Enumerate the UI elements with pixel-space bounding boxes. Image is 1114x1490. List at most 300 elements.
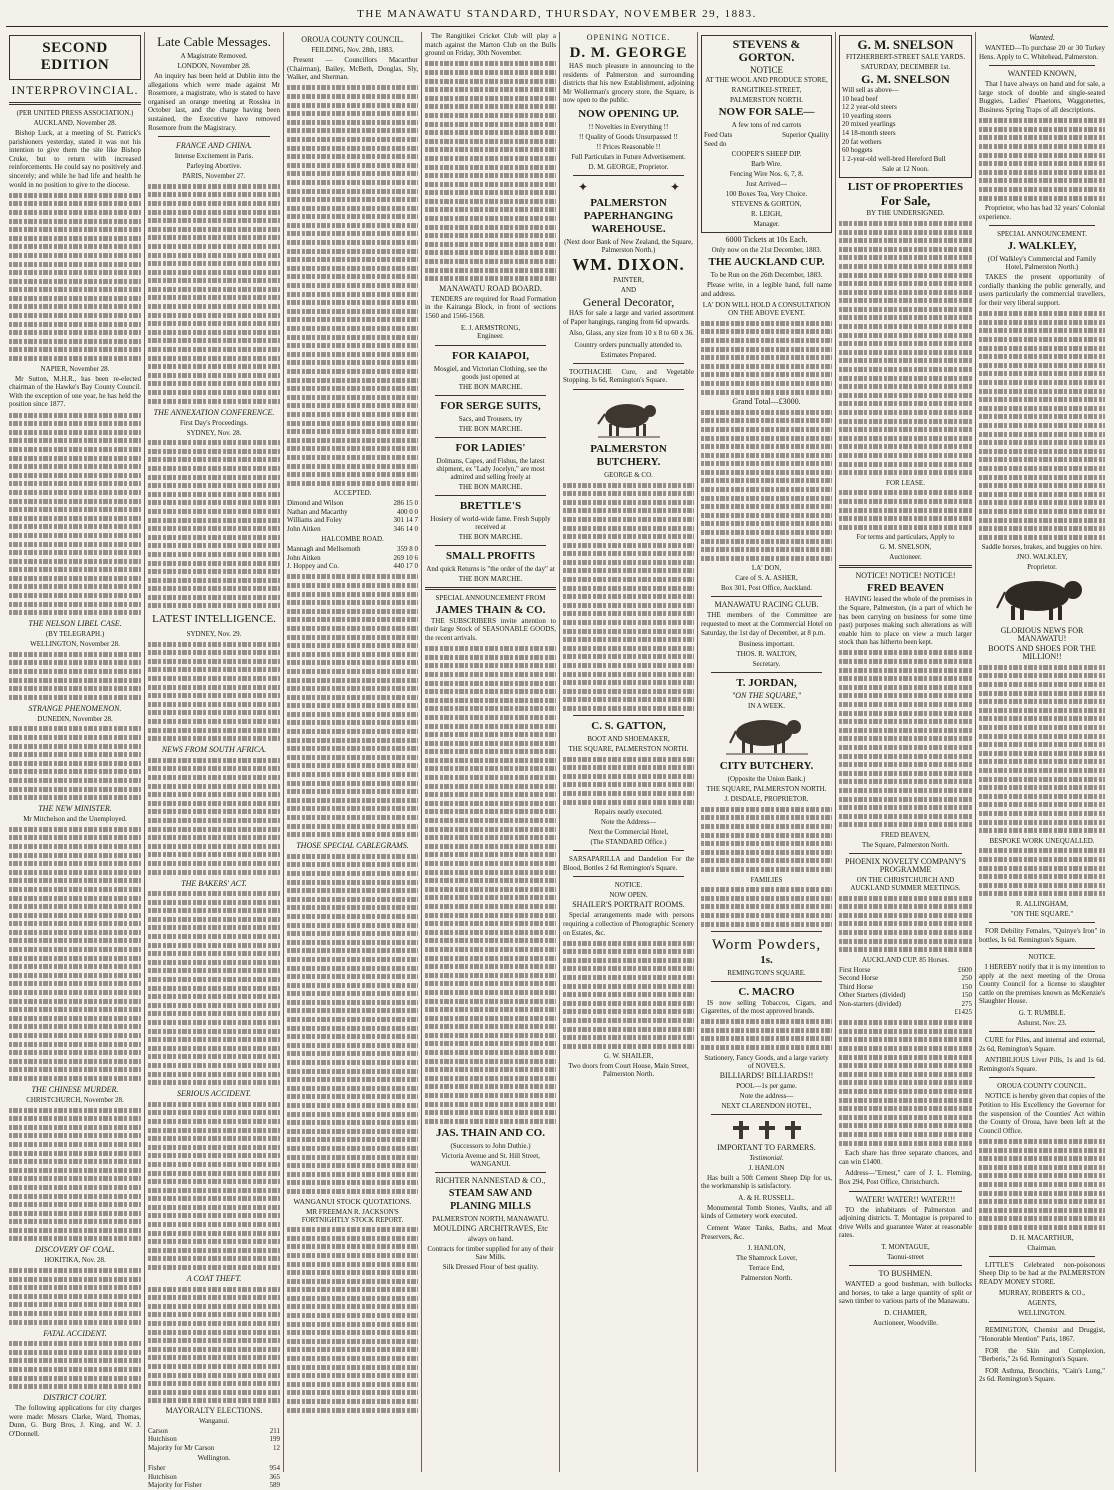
ad-now-for-sale: NOW FOR SALE— bbox=[718, 106, 815, 118]
list-item: 10 head beef bbox=[842, 94, 878, 103]
prize-non: Non-starters (divided) bbox=[839, 999, 902, 1008]
ad-sarsaparilla: SARSAPARILLA and Dandelion For the Blood, Bottles 2 6d Remington's Square. bbox=[563, 855, 694, 872]
result-row: Majority for Fisher 589 bbox=[148, 1481, 280, 1490]
ad-paperhanging: PALMERSTON PAPERHANGING WAREHOUSE. bbox=[583, 196, 674, 235]
subheading-wellington: Wellington. bbox=[197, 1454, 231, 1463]
ad-murray: MURRAY, ROBERTS & CO., bbox=[999, 1289, 1085, 1298]
prize-third: Third Horse bbox=[839, 982, 874, 991]
ad-kaiapoi: FOR KAIAPOI, bbox=[452, 349, 529, 362]
masthead bbox=[0, 8, 1114, 20]
ad-dixon-glass: Also, Glass, any size from 10 x 8 to 60 x 36. bbox=[569, 329, 694, 338]
ad-butchery-george: GEORGE & CO. bbox=[604, 470, 653, 479]
heading-notice: NOTICE. bbox=[614, 881, 643, 890]
ad-worm-addr: REMINGTON'S SQUARE. bbox=[727, 968, 806, 977]
ad-phoenix: PHOENIX NOVELTY COMPANY'S PROGRAMME bbox=[844, 856, 966, 874]
ad-address: Note the address— bbox=[739, 1091, 794, 1100]
bull-icon bbox=[987, 574, 1097, 624]
article-cricket: The Rangitikei Cricket Club will play a match against the Marton Club on the Bulls ground on Friday, 30th November. bbox=[425, 32, 556, 58]
heading-nelson: THE NELSON LIBEL CASE. bbox=[28, 619, 122, 629]
tender-row: J. Hoppey and Co. 440 17 0 bbox=[287, 562, 418, 571]
article-road-board: TENDERS are required for Road Formation in the Kairanga Block, in front of sections 1560 and 1566-1568. bbox=[425, 294, 556, 320]
ad-bon-marche: THE BON MARCHE. bbox=[458, 532, 523, 541]
ad-stationery: Stationery, Fancy Goods, and a large variety of NOVELS. bbox=[704, 1053, 829, 1070]
bull-icon bbox=[594, 394, 664, 440]
ad-date: Ashurst, Nov. 23. bbox=[1017, 1019, 1067, 1028]
list-item: 20 fat wethers bbox=[842, 137, 882, 146]
ad-shailer-text: Special arrangements made with persons requiring a collection of Photographic Scenery on Estates, &c. bbox=[563, 911, 694, 937]
ad-chairman: Chairman. bbox=[1027, 1243, 1057, 1252]
tender-row: Williams and Foley 301 14 7 bbox=[287, 516, 418, 525]
ad-gms: G. M. SNELSON bbox=[861, 72, 950, 86]
ad-shailer-addr: Two doors from Court House, Main Street, Palmerston North. bbox=[568, 1062, 689, 1079]
ad-disdale: J. DISDALE, PROPRIETOR. bbox=[724, 795, 809, 804]
ad-shailer: SHAILER'S PORTRAIT ROOMS. bbox=[572, 900, 685, 910]
ad-don: LA' DON, bbox=[751, 564, 782, 573]
article-body bbox=[9, 1341, 141, 1389]
ad-will-sell: Will sell as above— bbox=[842, 86, 899, 94]
ad-monumental: Monumental Tomb Stones, Vaults, and all kinds of Cemetery work executed. bbox=[701, 1203, 832, 1221]
column-7: G. M. SNELSON FITZHERBERT-STREET SALE YARDS. SATURDAY, DECEMBER 1st. G. M. SNELSON Will sell as above— 10 head beef 12 2 year-old steers 10 yearling steers 20 mixed yearlings 14 18-month steers 20 fat wethers 60 hoggets 1 2-year-old well-bred Hereford Bull Sale at 12 Noon. LIST OF PROPERTIES For Sale, BY THE UNDERSIGNED. FOR LEASE. For terms and particulars, Apply to G. M. SNELSON, Auctioneer. NOTICE! NOTICE! NOTICE! FRED BEAVEN HAVING leased the whole of the premises in the Square, Palmerston, (in a part of which he has been carrying on business for some time past) purposes making such alterations as will enable him to place on view a much larger stock than has hitherto been kept. FRED BEAVEN, The Square, Palmerston North. PHOENIX NOVELTY COMPANY'S PROGRAMME ON THE CHRISTCHURCH AND AUCKLAND SUMMER MEETINGS. AUCKLAND CUP. 85 Horses. First Horse £600 Second Horse 250 Third Horse 150 Other Starters (divided) 150 Non-starters (divided) 275 £1425 Each share has three separate chances, and can win £1400. Address—"Ernest," care of J. L. Fleming, Box 294, Post Office, Christchurch. WATER! WATER!! WATER!!! TO the inhabitants of Palmerston and adjoining districts. T. Montague is prepared to drive Wells and guarantee Water at reasonable rates. T. MONTAGUE, Taonui-street TO BUSHMEN. WANTED a good bushman, with bullocks and horses, to take a large quantity of split or sawn timber to various parts of the Manawatu. D. CHAMIER, Auctioneer, Woodville. bbox=[835, 32, 975, 1472]
ad-allingham: R. ALLINGHAM, bbox=[1016, 899, 1068, 908]
ad-thain-footer: JAS. THAIN AND CO. bbox=[436, 1127, 545, 1140]
ad-bespoke: BESPOKE WORK UNEQUALLED. bbox=[989, 836, 1095, 845]
ad-george-proprietor: D. M. GEORGE, Proprietor. bbox=[588, 162, 669, 171]
ad-wanted: WANTED—To purchase 20 or 30 Turkey Hens. Apply to C. Whitehead, Palmerston. bbox=[979, 44, 1105, 61]
column-6 bbox=[697, 32, 835, 1472]
article-body bbox=[839, 1020, 972, 1145]
column-2 bbox=[144, 32, 283, 1490]
ad-macro-text: IS now selling Tobaccos, Cigars, and Cigarettes, of the most approved brands. bbox=[701, 998, 832, 1016]
ad-farmers: IMPORTANT TO FARMERS. bbox=[717, 1142, 816, 1152]
article-body bbox=[425, 646, 556, 1124]
cow-icon bbox=[722, 713, 812, 757]
ad-on-square: "ON THE SQUARE," bbox=[731, 691, 802, 701]
ad-hanlon-2: J. HANLON, bbox=[747, 1244, 786, 1253]
dateline-sydney-2: SYDNEY, Nov. 29. bbox=[186, 630, 242, 639]
ad-little: LITTLE'S Celebrated non-poisonous Sheep Dip to be had at the PALMERSTON READY MONEY STORE. bbox=[979, 1260, 1105, 1286]
ad-gatton-name: C. S. GATTON, bbox=[591, 719, 666, 732]
ad-always: always on hand. bbox=[467, 1235, 514, 1244]
article-body bbox=[839, 221, 972, 475]
ad-bushmen-text: WANTED a good bushman, with bullocks and horses, to take a large quantity of split or sawn timber to various parts of the Manawatu. bbox=[839, 1279, 972, 1306]
ad-beaven-text: HAVING leased the whole of the premises in the Square, Palmerston, (in a part of which he has been carrying on business for some time past) purposes making such alterations as will enable him to place on view a much larger stock than has hitherto been kept. bbox=[839, 595, 972, 647]
heading-fatal: FATAL ACCIDENT. bbox=[43, 1328, 107, 1338]
heading-opening-notice: OPENING NOTICE. bbox=[586, 33, 671, 42]
ad-kaiapoi-text: Mosgiel, and Victorian Clothing, see the goods just opened at bbox=[433, 364, 548, 381]
result-row: Hutchison 365 bbox=[148, 1472, 280, 1481]
by-telegraph: (BY TELEGRAPH.) bbox=[45, 630, 105, 639]
ad-clarendon: NEXT CLARENDON HOTEL, bbox=[721, 1101, 812, 1110]
ad-secretary: Secretary. bbox=[752, 660, 781, 669]
ad-palmerston: PALMERSTON NORTH. bbox=[729, 96, 804, 104]
dateline-feilding: FEILDING, Nov. 28th, 1883. bbox=[311, 46, 394, 54]
article-body bbox=[839, 490, 972, 529]
ad-macarthur: D. H. MACARTHUR, bbox=[1010, 1233, 1074, 1242]
subheading-excitement: Intense Excitement in Paris. bbox=[174, 152, 254, 161]
ad-gatton-next: Next the Commercial Hotel, bbox=[588, 828, 669, 837]
ad-boxes: 100 Boxes Tea, Very Choice. bbox=[725, 190, 808, 198]
article-body bbox=[148, 642, 280, 742]
heading-coal: DISCOVERY OF COAL. bbox=[35, 1245, 115, 1255]
article-body bbox=[9, 413, 141, 616]
ad-hanlon-text: Has built a 50ft Cement Sheep Dip for us, the workmanship is satisfactory. bbox=[701, 1173, 832, 1191]
article-body bbox=[563, 757, 694, 805]
article-body bbox=[701, 410, 832, 561]
article-body bbox=[563, 941, 694, 1049]
tender-row: Dimond and Wilson 286 15 0 bbox=[287, 499, 418, 508]
ad-dixon-country: Country orders punctually attended to. bbox=[574, 340, 683, 349]
ad-oroua-text: NOTICE is hereby given that copies of the Petition to His Excellency the Governor for the suspension of the Counties' Act within the County of Oroua, have been left at the Council Office. bbox=[979, 1092, 1105, 1135]
cross-icon bbox=[717, 1119, 817, 1141]
ad-water-text: TO the inhabitants of Palmerston and adjoining districts. T. Montague is prepared to drive Wells and guarantee Water at reasonable rates. bbox=[839, 1205, 972, 1240]
result-row: Majority for Mr Carson 12 bbox=[148, 1443, 280, 1452]
subheading-parleying: Parleying Abortive. bbox=[186, 162, 242, 171]
title-engineer: Engineer. bbox=[477, 332, 504, 341]
article-body bbox=[9, 726, 141, 800]
tender-row: John Aitken 269 10 6 bbox=[287, 553, 418, 562]
ad-notice-notice: NOTICE! NOTICE! NOTICE! bbox=[855, 571, 956, 581]
ad-auckland-cup-horses: AUCKLAND CUP. 85 Horses. bbox=[861, 955, 950, 964]
ad-mills: STEAM SAW AND PLANING MILLS bbox=[448, 1188, 533, 1213]
heading-oroua-council: OROUA COUNTY COUNCIL. bbox=[301, 35, 404, 44]
ad-auctioneer: Auctioneer. bbox=[889, 553, 922, 562]
ad-terrace: Terrace End, bbox=[748, 1264, 785, 1273]
ad-contracts: Contracts for timber supplied for any of their Saw Mills. bbox=[427, 1245, 554, 1262]
dateline-christchurch: CHRISTCHURCH, November 28. bbox=[26, 1095, 124, 1104]
article-body bbox=[148, 1287, 280, 1404]
ad-george-text: HAS much pleasure in announcing to the residents of Palmerston and surrounding districts that his new Establishment, adjoining Mr Wollerman's grocery store, the Square, is now open to the public. bbox=[563, 62, 694, 105]
ad-rangitikei: RANGITIKEI-STREET, bbox=[731, 86, 802, 94]
ad-saddle: Saddle horses, brakes, and buggies on hire. bbox=[981, 543, 1103, 552]
tender-row: Mannagh and Mellsemoth 359 8 0 bbox=[287, 545, 418, 554]
article-body bbox=[287, 85, 418, 485]
ad-notice: NOTICE bbox=[750, 65, 783, 75]
ad-cup-date: To be Run on the 26th December, 1883. bbox=[710, 271, 823, 279]
ad-dixon-text: HAS for sale a large and varied assortment of Paper hangings, ranging from 6d upwards. bbox=[563, 308, 694, 326]
heading-special-cablegrams: THOSE SPECIAL CABLEGRAMS. bbox=[296, 841, 409, 851]
interprovincial-heading: INTERPROVINCIAL. bbox=[11, 83, 139, 97]
ad-bon-marche: THE BON MARCHE. bbox=[458, 482, 523, 491]
ad-antibilious: ANTIBILIOUS Liver Pills, 1s and 1s 6d. Remington's Square. bbox=[979, 1056, 1105, 1073]
article-body bbox=[9, 193, 141, 361]
dateline-dunedin: DUNEDIN, November 28. bbox=[37, 714, 113, 723]
ad-testimonial: Testimonial. bbox=[749, 1153, 784, 1162]
article-body bbox=[701, 321, 832, 395]
ad-list-properties: LIST OF PROPERTIES bbox=[847, 181, 964, 194]
heading-thain-special: SPECIAL ANNOUNCEMENT FROM bbox=[435, 593, 546, 602]
heading-coat-theft: A COAT THEFT. bbox=[186, 1274, 242, 1284]
ad-ladies: FOR LADIES' bbox=[455, 441, 526, 454]
heading-mayoralty: MAYORALTY ELECTIONS. bbox=[165, 1405, 263, 1415]
article-cable: An inquiry has been held at Dublin into the allegations which were made against Mr Rosemore, a magistrate, who is stated to have organised an orange meeting at Rosslea in October last, and the charge having been sustained, the Executive have removed Rosemore from the Magistracy. bbox=[148, 72, 280, 132]
result-row: Fisher 954 bbox=[148, 1464, 280, 1473]
list-item: 12 2 year-old steers bbox=[842, 103, 897, 112]
ad-tickets-sub: Only now on the 21st December, 1883. bbox=[711, 246, 822, 254]
dateline-london: LONDON, November 28. bbox=[177, 62, 251, 70]
ad-phoenix-sub: ON THE CHRISTCHURCH AND AUCKLAND SUMMER MEETINGS. bbox=[850, 875, 961, 892]
article-body bbox=[979, 311, 1105, 539]
ad-mills-place: PALMERSTON NORTH, MANAWATU. bbox=[432, 1215, 549, 1224]
ad-billiards: BILLIARDS! BILLIARDS!! bbox=[719, 1070, 814, 1080]
heading-wanganui-stock: WANGANUI STOCK QUOTATIONS. bbox=[293, 1196, 412, 1206]
ad-beaven: FRED BEAVEN bbox=[866, 582, 945, 595]
subheading-wanganui: Wanganui. bbox=[199, 1416, 229, 1425]
masthead-rule bbox=[6, 26, 1108, 27]
ad-racing-club: MANAWATU RACING CLUB. bbox=[714, 600, 819, 610]
article-body bbox=[979, 848, 1105, 896]
heading-oroua: OROUA COUNTY COUNCIL. bbox=[997, 1082, 1087, 1091]
article-council: Present — Councillors Macarthur (Chairman), Bailey, McBeth, Douglas, Sly, Walker, and Sherman. bbox=[287, 56, 418, 82]
ad-dixon-estimates: Estimates Prepared. bbox=[600, 350, 657, 359]
ad-city-butchery: CITY BUTCHERY. bbox=[719, 760, 814, 773]
ad-by-undersigned: BY THE UNDERSIGNED. bbox=[866, 209, 945, 218]
ad-coach: Proprietor, who has had 32 years' Colonial experience. bbox=[979, 204, 1105, 221]
ad-city-addr: THE SQUARE, PALMERSTON NORTH. bbox=[706, 785, 827, 794]
dateline-hokitika: HOKITIKA, Nov. 28. bbox=[44, 1256, 106, 1265]
heading-strange: STRANGE PHENOMENON. bbox=[28, 703, 122, 713]
ad-palmerston-butchery: PALMERSTON BUTCHERY. bbox=[590, 442, 667, 468]
ad-racing-text: THE members of the Committee are requested to meet at the Commercial Hotel on Saturday, the 1st day of December, at 8 p.m. bbox=[701, 611, 832, 637]
column-1 bbox=[6, 32, 144, 1472]
heading-annexation: THE ANNEXATION CONFERENCE. bbox=[153, 407, 275, 417]
ad-just: Just Arrived— bbox=[745, 180, 788, 188]
ad-architraves: MOULDING ARCHITRAVES, Etc bbox=[433, 1224, 548, 1234]
ad-sg-sign: STEVENS & GORTON, bbox=[731, 200, 802, 208]
column-5 bbox=[559, 32, 697, 1472]
label-accepted: ACCEPTED. bbox=[333, 489, 372, 498]
ad-pn: Palmerston North. bbox=[740, 1274, 793, 1283]
ad-george-name: D. M. GEORGE bbox=[569, 45, 688, 61]
ad-auckland-cup: THE AUCKLAND CUP. bbox=[708, 256, 825, 268]
ad-hutt: Each share has three separate chances, and can win £1400. bbox=[839, 1149, 972, 1166]
ad-address: Address—"Ernest," care of J. L. Fleming, Box 294, Post Office, Christchurch. bbox=[839, 1169, 972, 1186]
ad-walkley-2: JNO. WALKLEY, bbox=[1016, 553, 1068, 562]
article-body bbox=[839, 896, 972, 953]
ad-care: Care of S. A. ASHER, bbox=[735, 574, 798, 583]
ad-hanlon-addr: The Shamrock Lover, bbox=[736, 1254, 797, 1263]
ad-saturday: SATURDAY, DECEMBER 1st. bbox=[860, 63, 951, 71]
article-body bbox=[148, 440, 280, 608]
ad-thain-text: THE SUBSCRIBERS invite attention to their large Stock of SEASONABLE GOODS, the recent arrivals. bbox=[425, 616, 556, 642]
ad-bon-marche: THE BON MARCHE. bbox=[458, 382, 523, 391]
ad-prices: !! Prices Reasonable !! bbox=[596, 142, 661, 151]
ad-walton: THOS. R. WALTON, bbox=[736, 650, 797, 659]
article-body bbox=[979, 118, 1105, 200]
prize-total: £1425 bbox=[954, 1008, 972, 1017]
ad-sale-at: Sale at 12 Noon. bbox=[882, 165, 929, 174]
ad-dixon-painter: PAINTER, bbox=[613, 275, 644, 284]
dateline-auckland: AUCKLAND, November 28. bbox=[33, 119, 117, 127]
ad-seed: A few tons of red carrots bbox=[731, 121, 802, 129]
ad-manager: Manager. bbox=[753, 220, 780, 228]
heading-notice: NOTICE. bbox=[1028, 953, 1056, 962]
ad-snelson: G. M. SNELSON bbox=[857, 37, 954, 52]
ad-agents: AGENTS, bbox=[1027, 1299, 1057, 1308]
article-body bbox=[979, 665, 1105, 833]
dateline-paris: PARIS, November 27. bbox=[182, 172, 246, 181]
ad-bon-marche: THE BON MARCHE. bbox=[458, 574, 523, 583]
ad-flour: Silk Dressed Flour of best quality. bbox=[442, 1263, 539, 1272]
subheading-first-day: First Day's Proceedings. bbox=[180, 418, 248, 427]
ad-thain-successors: (Successors to John Duthie.) bbox=[450, 1142, 531, 1151]
ad-serge: FOR SERGE SUITS, bbox=[440, 399, 541, 412]
ad-beaven-addr: The Square, Palmerston North. bbox=[862, 840, 949, 849]
ad-water: WATER! WATER!! WATER!!! bbox=[855, 1194, 956, 1204]
ad-gatton-standard: (The STANDARD Office.) bbox=[590, 838, 667, 847]
ad-on-the-square: "ON THE SQUARE." bbox=[1010, 909, 1074, 918]
ad-cure: CURE for Piles, and internal and external, 2s 6d, Remington's Square. bbox=[979, 1036, 1105, 1053]
dateline-napier: NAPIER, November 28. bbox=[40, 364, 110, 373]
ad-ladies-text: Dolmans, Capes, and Fishus, the latest shipment, ex "Lady Jocelyn," are most admired and selling freely at bbox=[436, 456, 545, 481]
article-body bbox=[287, 574, 418, 837]
tender-row: Nathan and Macarthy 400 0 0 bbox=[287, 507, 418, 516]
ad-serge-text: Sacs, and Trousers, try bbox=[458, 414, 523, 423]
heading-wanted: Wanted. bbox=[1029, 33, 1055, 42]
ad-worm-price: 1s. bbox=[760, 953, 773, 966]
ad-stevens-gorton: STEVENS & GORTON. bbox=[732, 37, 801, 64]
ad-gatton-note: Note the Address— bbox=[600, 818, 657, 827]
ad-shailer-sign: G. W. SHAILER, bbox=[603, 1052, 654, 1061]
ad-remington: REMINGTON, Chemist and Druggist, "Honorable Mention" Paris, 1867. bbox=[979, 1326, 1105, 1343]
article-body bbox=[839, 650, 972, 827]
column-3 bbox=[283, 32, 421, 1472]
ad-gatton-trade: BOOT AND SHOEMAKER, bbox=[587, 734, 670, 743]
article-body bbox=[425, 61, 556, 281]
list-item: 1 2-year-old well-bred Hereford Bull bbox=[842, 154, 946, 163]
list-item: 14 18-month steers bbox=[842, 128, 896, 137]
article-body bbox=[148, 184, 280, 404]
ad-taonui: Taonui-street bbox=[887, 1252, 924, 1261]
ad-beaven-sign: FRED BEAVEN, bbox=[881, 830, 930, 839]
column-8 bbox=[975, 32, 1108, 1472]
heading-bakers-act: THE BAKERS' ACT. bbox=[181, 878, 247, 888]
ad-tickets: 6000 Tickets at 10s Each. bbox=[725, 235, 808, 244]
ad-asthma: FOR Asthma, Bronchitis, "Cain's Lung," 2s 6d. Remington's Square. bbox=[979, 1366, 1105, 1384]
prize-second: Second Horse bbox=[839, 974, 879, 983]
ad-known: That I have always on hand and for sale, a large stock of double and single-seated Buggies, Ladies' Phaetons, Waggonettes, Business Spring Traps of all descriptions. bbox=[979, 80, 1105, 114]
heading-district-court: DISTRICT COURT. bbox=[43, 1393, 107, 1403]
article-body bbox=[9, 1108, 141, 1242]
ad-superior: Superior Quality bbox=[782, 131, 829, 139]
ad-walkley-text: TAKES the present opportunity of cordially thanking the public generally, and users particularly the commercial travellers, for their very liberal support. bbox=[979, 273, 1105, 308]
prize-first: First Horse bbox=[839, 965, 871, 974]
ad-full-particulars: Full Particulars in Future Advertisement. bbox=[571, 152, 686, 161]
ad-hanlon: J. HANLON bbox=[748, 1163, 785, 1172]
ad-sheep-dip: COOPER'S SHEEP DIP. bbox=[731, 150, 802, 158]
heading-late-cable: Late Cable Messages. bbox=[157, 34, 271, 49]
ad-barb: Barb Wire. bbox=[751, 160, 782, 168]
ad-small-text: And quick Returns is "the order of the day" at bbox=[426, 564, 555, 573]
ornament-icon bbox=[574, 180, 684, 194]
heading-road-board: MANAWATU ROAD BOARD. bbox=[439, 283, 542, 293]
ad-pool: POOL—1s per game. bbox=[736, 1081, 797, 1090]
masthead-title: THE MANAWATU STANDARD, THURSDAY, NOVEMBER 29, 1883. bbox=[357, 8, 757, 20]
svg-text:✦: ✦ bbox=[669, 179, 680, 194]
ad-novelties: !! Novelties in Everything !! bbox=[588, 122, 669, 131]
result-row: Carson 211 bbox=[148, 1426, 280, 1435]
article-body bbox=[9, 1268, 141, 1325]
second-edition-heading: SECOND EDITION bbox=[40, 40, 110, 73]
article-body bbox=[148, 758, 280, 875]
ad-brettle-text: Hosiery of world-wide fame. Fresh Supply received at bbox=[430, 514, 551, 531]
ad-gms2: G. M. SNELSON, bbox=[879, 543, 932, 552]
ad-consult: LA' DON WILL HOLD A CONSULTATION ON THE ABOVE EVENT. bbox=[702, 301, 831, 318]
label-halcombe: HALCOMBE ROAD. bbox=[321, 535, 384, 544]
heading-france-china: FRANCE AND CHINA. bbox=[175, 141, 253, 151]
ad-postal: Please write, in a legible hand, full name and address. bbox=[701, 281, 832, 298]
ad-woodville: Auctioneer, Woodville. bbox=[873, 1318, 938, 1327]
ad-wellington: WELLINGTON. bbox=[1018, 1309, 1066, 1318]
tender-row: John Aitken 346 14 0 bbox=[287, 524, 418, 533]
article-body bbox=[287, 1227, 418, 1412]
ad-boots: BOOTS AND SHOES FOR THE MILLION!! bbox=[988, 644, 1096, 662]
signature-armstrong: E. J. ARMSTRONG, bbox=[460, 323, 521, 332]
ad-bon-marche: THE BON MARCHE. bbox=[458, 424, 523, 433]
ad-nannestad: RICHTER NANNESTAD & CO., bbox=[435, 1176, 546, 1186]
ad-feed: Feed Oats bbox=[704, 131, 733, 139]
ad-notice-text: I HEREBY notify that it is my intention to apply at the next meeting of the Oroua County Council for a license to slaughter cattle on the premises known as McKenzie's Slaughter House. bbox=[979, 963, 1105, 1006]
heading-serious-accident: SERIOUS ACCIDENT. bbox=[177, 1089, 251, 1099]
column-4 bbox=[421, 32, 559, 1472]
ad-gatton-address: THE SQUARE, PALMERSTON NORTH. bbox=[568, 744, 689, 753]
press-assoc-line: (PER UNITED PRESS ASSOCIATION.) bbox=[16, 109, 134, 117]
ad-thain: JAMES THAIN & CO. bbox=[435, 603, 546, 616]
ad-now-opening: NOW OPENING UP. bbox=[578, 107, 679, 120]
article-body bbox=[9, 827, 141, 1081]
ad-walkley-sub: (Of Walkley's Commercial and Family Hotel, Palmerston North.) bbox=[987, 255, 1097, 272]
heading-wanted-known: WANTED KNOWN, bbox=[1007, 69, 1077, 79]
subheading-jackson: MR FREEMAN R. JACKSON'S FORTNIGHTLY STOCK REPORT. bbox=[301, 1207, 404, 1224]
ad-rumble: G. T. RUMBLE. bbox=[1018, 1009, 1066, 1018]
article-napier: Mr Sutton, M.H.R., has been re-elected chairman of the Hawke's Bay County Council. With the exception of one year, he has held the position since 1877. bbox=[9, 374, 141, 409]
ad-signed: A. & H. RUSSELL. bbox=[738, 1193, 795, 1202]
ad-dixon-and: AND bbox=[620, 285, 637, 294]
ad-thain-address: Victoria Avenue and St. Hill Street, WANGANUI. bbox=[441, 1152, 540, 1169]
divider bbox=[9, 102, 141, 105]
article-district-court: The following applications for city charges were made: Messrs Clarke, Ward, Thomas, Dunn, G. Burg Bros, J. King, and W. J. O'Donnell. bbox=[9, 1404, 141, 1438]
ad-dixon-name: WM. DIXON. bbox=[572, 254, 685, 274]
prize-others: Other Starters (divided) bbox=[839, 991, 906, 1000]
list-item: 60 hoggets bbox=[842, 146, 873, 155]
list-item: 20 mixed yearlings bbox=[842, 120, 896, 129]
ad-brettle: BRETTLE'S bbox=[459, 499, 522, 512]
ad-fencing: Fencing Wire Nos. 6, 7, 8. bbox=[729, 170, 804, 178]
ad-for-lease: FOR LEASE. bbox=[886, 478, 925, 487]
heading-latest: LATEST INTELLIGENCE. bbox=[152, 613, 276, 626]
ad-skin: FOR the Skin and Complexion, "Berberis," 2s 6d. Remington's Square. bbox=[979, 1346, 1105, 1364]
ad-in-a-week: IN A WEEK. bbox=[747, 702, 785, 711]
ad-terms: For terms and particulars, Apply to bbox=[856, 533, 955, 542]
ad-chamier: D. CHAMIER, bbox=[884, 1308, 927, 1317]
ad-wool-store: AT THE WOOL AND PRODUCE STORE, bbox=[705, 76, 828, 84]
ad-macro: C. MACRO bbox=[738, 985, 795, 998]
ad-small-profits: SMALL PROFITS bbox=[446, 549, 535, 562]
ad-leigh: R. LEIGH, bbox=[751, 210, 782, 218]
ad-walkley: J. WALKLEY, bbox=[1007, 240, 1077, 253]
ad-fitz: FITZHERBERT-STREET SALE YARDS. bbox=[846, 53, 965, 61]
heading-special: SPECIAL ANNOUNCEMENT. bbox=[997, 230, 1087, 239]
article-body bbox=[701, 887, 832, 926]
ad-worm-powders: Worm Powders, bbox=[711, 936, 822, 953]
article-body bbox=[979, 1139, 1105, 1230]
ad-for-sale: For Sale, bbox=[880, 193, 931, 209]
ad-jordan: T. JORDAN, bbox=[736, 677, 797, 690]
ad-families: FAMILIES bbox=[750, 875, 783, 884]
list-item: 10 yearling steers bbox=[842, 111, 892, 120]
ad-gatton-repairs: Repairs neatly executed. bbox=[594, 808, 663, 817]
ad-glorious: GLORIOUS NEWS FOR MANAWATU! bbox=[1000, 626, 1084, 644]
subheading-minister: Mr Mitchelson and the Unemployed. bbox=[23, 815, 127, 824]
